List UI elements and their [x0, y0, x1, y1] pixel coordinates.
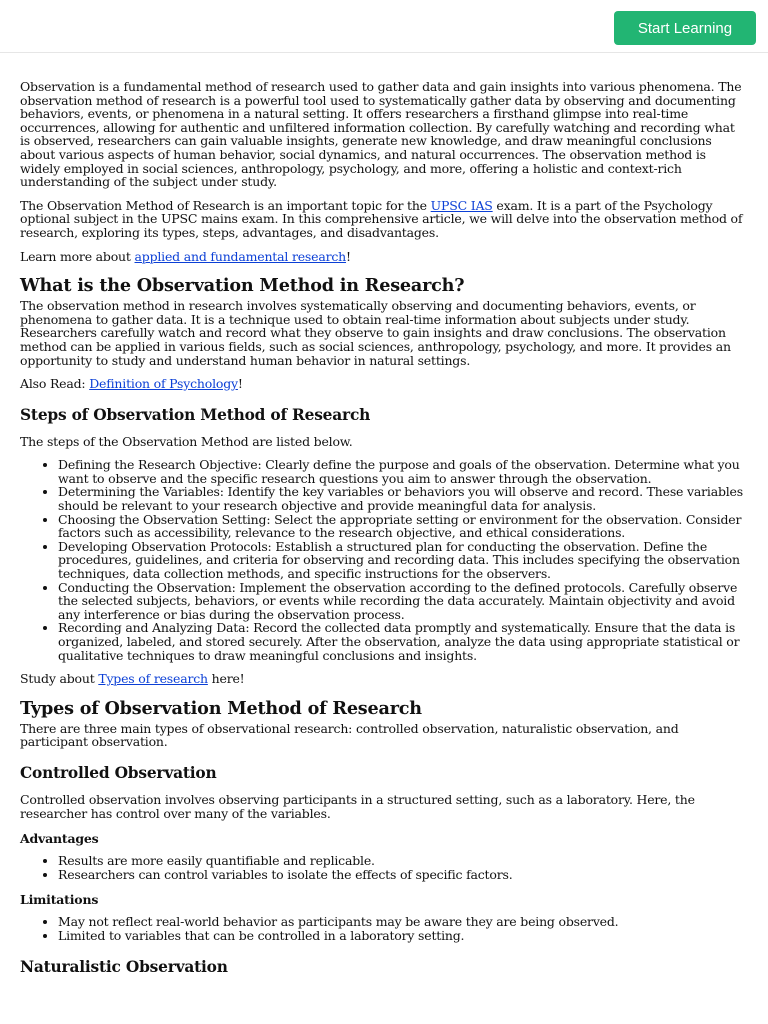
article-content: [20, 80, 748, 987]
learn-more-suffix: !: [346, 248, 351, 264]
controlled-observation-paragraph: Controlled observation involves observing participants in a structured setting, such as a laboratory. Here, the researcher has control over many of the variables.: [20, 791, 695, 821]
limitations-heading: Limitations: [20, 892, 99, 908]
study-about-line: [20, 672, 748, 686]
list-item: • Recording and Analyzing Data: Record the collected data promptly and systematically. Ensure that the data is organized, labeled, and stored securely. After the observation, analyze the data using appropriate statistical or qualitative techniques to draw meaningful conclusions and insights.: [58, 621, 748, 662]
advantages-heading: Advantages: [20, 831, 99, 847]
list-item: • Defining the Research Objective: Clearly define the purpose and goals of the observation. Determine what you want to observe and the specific research questions you aim to answer through the observation.: [58, 458, 748, 485]
advantages-list: [20, 854, 748, 881]
what-is-paragraph: The observation method in research involves systematically observing and documenting behaviors, events, or phenomena to gather data. It is a technique used to obtain real-time information about subjects under study. Researchers carefully watch and record what they observe to gain insights and draw conclusions. The observation method can be applied in various fields, such as social sciences, anthropology, psychology, and more. It provides an opportunity to study and understand human behavior in natural settings.: [20, 298, 731, 368]
what-is-heading: What is the Observation Method in Research?: [20, 275, 465, 297]
list-item: • Researchers can control variables to isolate the effects of specific factors.: [58, 868, 748, 882]
naturalistic-observation-heading: Naturalistic Observation: [20, 957, 228, 976]
upsc-ias-link[interactable]: UPSC IAS: [430, 197, 493, 213]
intro-paragraph: Observation is a fundamental method of research used to gather data and gain insights into various phenomena. The observation method of research is a powerful tool used to systematically gather data by observing and documenting behaviors, events, or phenomena in a natural setting. It offers researchers a firsthand glimpse into real-time occurrences, allowing for authentic and unfiltered information collection. By carefully watching and recording what is observed, researchers can gain valuable insights, generate new knowledge, and draw meaningful conclusions about various aspects of human behavior, social dynamics, and natural occurrences. The observation method is widely employed in social sciences, anthropology, psychology, and more, offering a holistic and context-rich understanding of the subject under study.: [20, 79, 742, 190]
list-item: • Choosing the Observation Setting: Select the appropriate setting or environment for the observation. Consider factors such as accessibility, relevance to the research objective, and ethical considerations.: [58, 513, 748, 540]
controlled-observation-heading: Controlled Observation: [20, 763, 217, 782]
list-item: • Limited to variables that can be controlled in a laboratory setting.: [58, 929, 748, 943]
steps-list: [20, 458, 748, 662]
steps-intro: The steps of the Observation Method are listed below.: [20, 433, 353, 449]
list-item: • May not reflect real-world behavior as participants may be aware they are being observed.: [58, 915, 748, 929]
types-heading: Types of Observation Method of Research: [20, 697, 422, 719]
types-of-research-link[interactable]: Types of research: [98, 671, 208, 687]
definition-of-psychology-link[interactable]: Definition of Psychology: [89, 376, 238, 392]
steps-heading: Steps of Observation Method of Research: [20, 405, 371, 424]
also-read-line: [20, 377, 748, 391]
upsc-paragraph-text-start: The Observation Method of Research is an important topic for the: [20, 197, 431, 213]
list-item: • Determining the Variables: Identify the key variables or behaviors you will observe and record. These variables should be relevant to your research objective and provide meaningful data for analysis.: [58, 485, 748, 512]
types-intro: There are three main types of observational research: controlled observation, naturalistic observation, and participant observation.: [20, 720, 679, 750]
list-item: • Conducting the Observation: Implement the observation according to the defined protocols. Carefully observe the selected subjects, behaviors, or events while recording the data accurately. Maintain objectivity and avoid any interference or bias during the observation process.: [58, 581, 748, 622]
learn-more-prefix: Learn more about: [20, 248, 135, 264]
also-read-prefix: Also Read:: [20, 376, 90, 392]
list-item: • Results are more easily quantifiable and replicable.: [58, 854, 748, 868]
study-about-prefix: Study about: [20, 671, 99, 687]
also-read-suffix: !: [237, 376, 243, 392]
applied-fundamental-research-link[interactable]: applied and fundamental research: [134, 248, 347, 264]
list-item: • Developing Observation Protocols: Establish a structured plan for conducting the observation. Define the procedures, guidelines, and criteria for observing and recording data. This includes specifying the observation techniques, data collection methods, and specific instructions for the observers.: [58, 540, 748, 581]
upsc-paragraph-text-end: exam. It is a part of the Psychology optional subject in the UPSC mains exam. In this comprehensive article, we will delve into the observation method of research, exploring its types, steps, advantages, and disadvantages.: [20, 197, 743, 240]
limitations-list: [20, 915, 748, 942]
start-learning-button[interactable]: Start Learning: [614, 11, 756, 45]
top-bar: [0, 0, 768, 53]
upsc-paragraph: [20, 199, 748, 240]
study-about-suffix: here!: [207, 671, 245, 687]
learn-more-line: [20, 250, 748, 264]
